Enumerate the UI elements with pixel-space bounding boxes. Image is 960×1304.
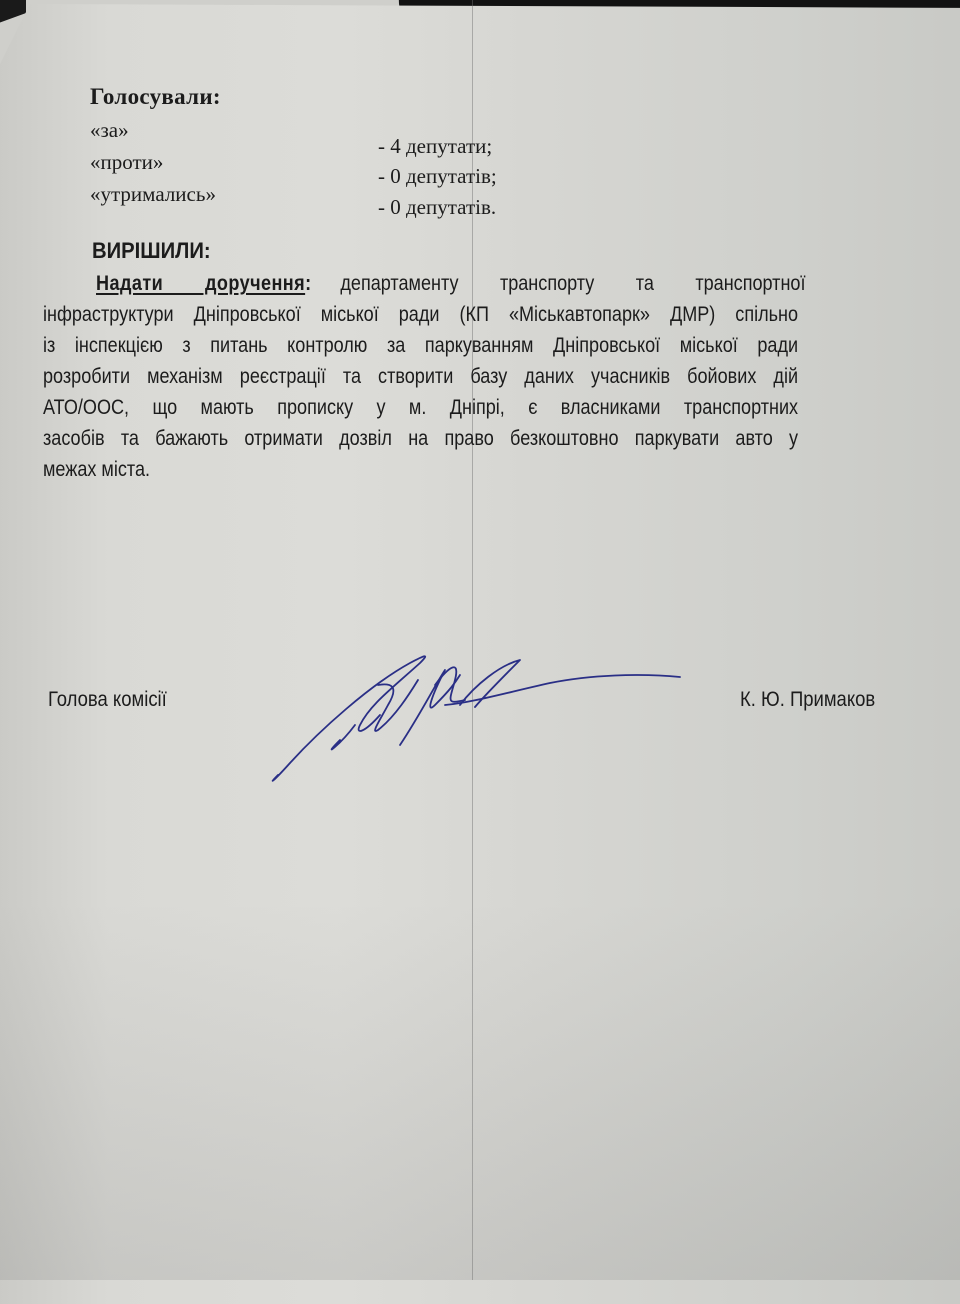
decision-line-1 [96, 272, 806, 296]
signatory-role: Голова комісії [48, 688, 167, 711]
handwritten-signature [260, 645, 740, 795]
signatory-name: К. Ю. Примаков [740, 688, 876, 711]
vote-label-abstained: «утримались» [90, 182, 216, 206]
vote-value-for: - 4 депутати; [378, 134, 493, 158]
vote-label-against: «проти» [90, 150, 164, 174]
voting-heading: Голосували: [90, 84, 221, 109]
decision-line-5: АТО/ООС, що мають прописку у м. Дніпрі, є власниками транспортних [43, 396, 799, 419]
decision-heading: ВИРІШИЛИ: [92, 238, 211, 263]
decision-line-6: засобів та бажають отримати дозвіл на право безкоштовно паркувати авто у [43, 427, 799, 450]
decision-line-7: межах міста. [43, 458, 151, 481]
decision-line-4: розробити механізм реєстрації та створити базу даних учасників бойових дій [43, 365, 799, 388]
decision-lead: Надати доручення [96, 272, 306, 295]
decision-line-3: із інспекцією з питань контролю за паркуванням Дніпровської міської ради [43, 334, 799, 357]
decision-line-text: департаменту транспорту та транспортної [340, 272, 806, 295]
vote-label-for: «за» [90, 118, 129, 142]
vote-value-against: - 0 депутатів; [378, 164, 497, 188]
decision-lead-colon: : [305, 272, 312, 295]
decision-line-2: інфраструктури Дніпровської міської ради (КП «Міськавтопарк» ДМР) спільно [43, 303, 799, 326]
vote-value-abstained: - 0 депутатів. [378, 195, 497, 219]
